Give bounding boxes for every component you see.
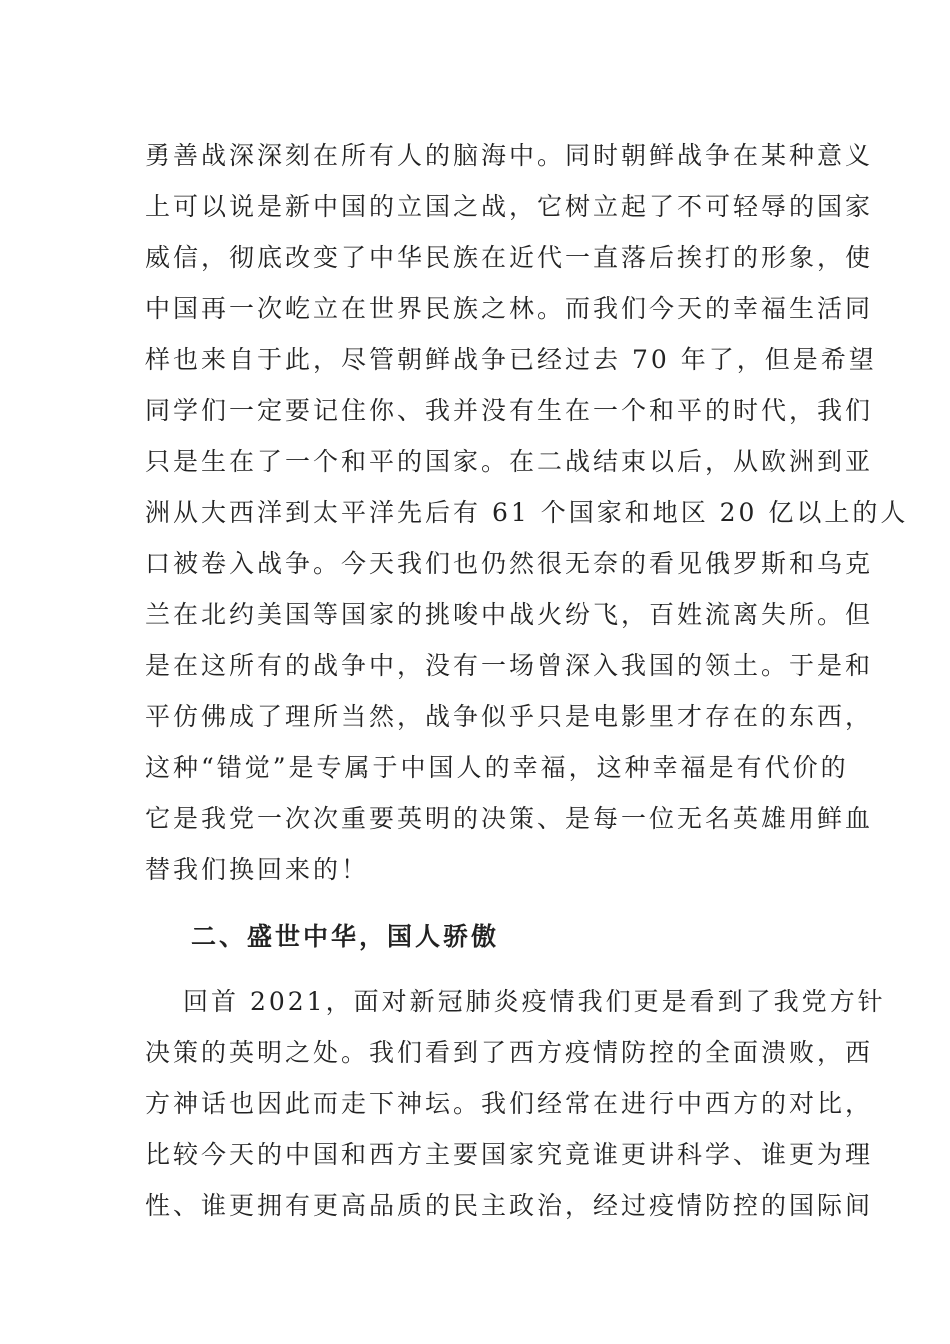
document-body <box>145 130 909 1231</box>
text-line: 洲从大西洋到太平洋先后有 61 个国家和地区 20 亿以上的人 <box>145 498 909 527</box>
text-line: 勇善战深深刻在所有人的脑海中。同时朝鲜战争在某种意义 <box>145 141 874 170</box>
text-line: 只是生在了一个和平的国家。在二战结束以后，从欧洲到亚 <box>145 447 874 476</box>
text-line: 是在这所有的战争中，没有一场曾深入我国的领土。于是和 <box>145 651 874 680</box>
section-heading: 二、盛世中华，国人骄傲 <box>191 922 500 951</box>
text-line: 这种“错觉”是专属于中国人的幸福，这种幸福是有代价的 <box>145 753 849 782</box>
text-line: 替我们换回来的！ <box>145 855 370 884</box>
text-line: 上可以说是新中国的立国之战，它树立起了不可轻辱的国家 <box>145 192 874 221</box>
text-line: 比较今天的中国和西方主要国家究竟谁更讲科学、谁更为理 <box>145 1140 874 1169</box>
paragraph-1 <box>145 130 909 895</box>
text-line: 同学们一定要记住你、我并没有生在一个和平的时代，我们 <box>145 396 874 425</box>
text-line: 回首 2021，面对新冠肺炎疫情我们更是看到了我党方针 <box>183 987 886 1016</box>
text-line: 口被卷入战争。今天我们也仍然很无奈的看见俄罗斯和乌克 <box>145 549 874 578</box>
paragraph-2 <box>145 976 886 1231</box>
text-line: 性、谁更拥有更高品质的民主政治，经过疫情防控的国际间 <box>145 1191 874 1220</box>
paragraph-spacer <box>145 895 810 914</box>
paragraph-spacer <box>145 960 810 976</box>
text-line: 它是我党一次次重要英明的决策、是每一位无名英雄用鲜血 <box>145 804 874 833</box>
text-line: 平仿佛成了理所当然，战争似乎只是电影里才存在的东西， <box>145 702 874 731</box>
text-line: 方神话也因此而走下神坛。我们经常在进行中西方的对比， <box>145 1089 874 1118</box>
text-line: 决策的英明之处。我们看到了西方疫情防控的全面溃败，西 <box>145 1038 874 1067</box>
text-line: 威信，彻底改变了中华民族在近代一直落后挨打的形象，使 <box>145 243 874 272</box>
text-line: 中国再一次屹立在世界民族之林。而我们今天的幸福生活同 <box>145 294 874 323</box>
text-line: 样也来自于此，尽管朝鲜战争已经过去 70 年了，但是希望 <box>145 345 877 374</box>
text-line: 兰在北约美国等国家的挑唆中战火纷飞，百姓流离失所。但 <box>145 600 874 629</box>
